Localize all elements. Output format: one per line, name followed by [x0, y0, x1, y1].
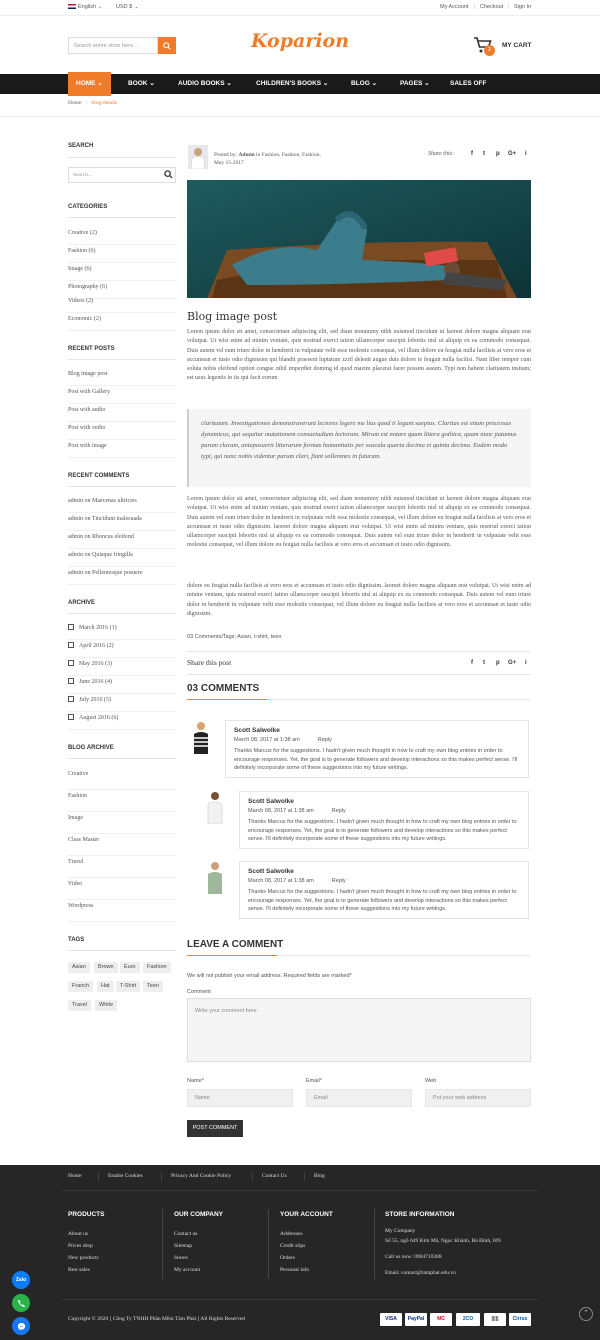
comment-date: March 08, 2017 at 1:38 am — [248, 808, 314, 814]
search-icon — [163, 42, 171, 50]
chevron-down-icon: ⌄ — [149, 80, 155, 87]
post-hero-image — [187, 180, 531, 298]
phone-call-button[interactable] — [12, 1294, 30, 1312]
calendar-icon — [68, 660, 74, 666]
share-post-label: Share this post — [187, 658, 232, 667]
tag-item[interactable]: Teen — [143, 981, 163, 992]
comment-avatar — [202, 790, 228, 824]
recent-post-item[interactable]: Blog image post — [68, 368, 176, 386]
reply-link[interactable]: Reply — [331, 878, 346, 884]
blog-archive-item[interactable]: Wordpress — [68, 900, 176, 922]
barcode-icon: ||||| — [484, 1313, 506, 1326]
chevron-down-icon: ⌄ — [424, 80, 430, 87]
blog-archive-item[interactable]: Image — [68, 812, 176, 834]
divider — [62, 1190, 538, 1191]
comment-date: March 08, 2017 at 1:38 am — [234, 737, 300, 743]
sidebar-search-title: SEARCH — [68, 143, 94, 149]
zalo-chat-button[interactable]: Zalo — [12, 1271, 30, 1289]
comment-author: Scott Salwolke — [248, 868, 294, 875]
comment-text: Thanks Marcus for the suggestions. I hadn't given much thought in how to craft my own blog entries in order to encourage responses. Yet, the goal is to generate followers and develop interactions so this makes perfect sense. I'll definitely incorporate some of these suggestions into my future writings. — [248, 819, 517, 842]
messenger-icon — [17, 1322, 26, 1331]
footer-link[interactable]: Stores — [174, 1255, 188, 1261]
nav-audio-books[interactable]: AUDIO BOOKS ⌄ — [178, 80, 232, 87]
recent-comment-item[interactable]: admin on Quisque fringilla — [68, 549, 176, 567]
uk-flag-icon — [68, 4, 76, 9]
footer-link[interactable]: Credit slips — [280, 1243, 306, 1249]
visa-icon: VISA — [380, 1313, 402, 1326]
calendar-icon — [68, 624, 74, 630]
recent-comment-item[interactable]: admin on Tincidunt malesuada — [68, 513, 176, 531]
facebook-icon[interactable]: f — [471, 660, 473, 666]
footer-link[interactable]: Orders — [280, 1255, 295, 1261]
google-plus-icon[interactable]: G+ — [508, 151, 517, 157]
archive-item[interactable]: June 2016 (4) — [68, 676, 176, 694]
form-note: We will not publish your email address. Required fields are marked* — [187, 973, 352, 979]
footer-link-privacy[interactable]: Privacy And Cookie Policy — [171, 1173, 232, 1179]
top-bar — [0, 0, 600, 16]
tag-item[interactable]: Asian — [68, 962, 90, 973]
tag-item[interactable]: Euro — [120, 962, 140, 973]
category-item[interactable]: Economic (2) — [68, 313, 176, 331]
comment-avatar — [202, 860, 228, 894]
nav-home[interactable]: HOME ⌄ — [68, 72, 111, 96]
google-plus-icon[interactable]: G+ — [508, 660, 517, 666]
phone-icon — [17, 1299, 26, 1308]
blog-archive-title: BLOG ARCHIVE — [68, 745, 114, 751]
recent-post-item[interactable]: Post with vedio — [68, 422, 176, 440]
breadcrumb-home[interactable]: Home — [68, 100, 82, 106]
recent-comment-item[interactable]: admin on Rhoncus eleifend — [68, 531, 176, 549]
site-logo[interactable]: Koparion — [250, 30, 350, 52]
footer-account-title: YOUR ACCOUNT — [280, 1211, 333, 1218]
divider — [68, 758, 176, 759]
comments-title: 03 COMMENTS — [187, 683, 260, 694]
header-search-button[interactable] — [158, 37, 176, 54]
comment-avatar — [188, 720, 214, 754]
sidebar-search-input[interactable]: Search... — [68, 167, 176, 183]
post-date: May 15-2017 — [214, 160, 244, 166]
messenger-button[interactable] — [12, 1317, 30, 1335]
archive-item[interactable]: July 2016 (5) — [68, 694, 176, 712]
footer-link[interactable]: Addresses — [280, 1231, 303, 1237]
calendar-icon — [68, 696, 74, 702]
divider — [187, 674, 531, 675]
back-to-top-button[interactable]: ⌃ — [579, 1307, 593, 1321]
recent-comment-item[interactable]: admin on Pellentesque posuere — [68, 567, 176, 585]
breadcrumb: Home | blog-details — [68, 100, 118, 106]
archive-item[interactable]: May 2016 (3) — [68, 658, 176, 676]
mastercard-icon: MC — [430, 1313, 452, 1326]
divider — [62, 1299, 538, 1300]
comment-label: Comment — [187, 989, 211, 995]
recent-post-item[interactable]: Post with image — [68, 440, 176, 458]
footer-products-title: PRODUCTS — [68, 1211, 105, 1218]
post-blockquote: claritatem. Investigationes demonstraverunt lectores legere me lius quod ii legunt saepius. Claritas est etiam processus dynamicus, qui sequitur mutationem consuetudium lectorum. Mirum est notare quam littera gothica, quam nunc putamus parum claram, anteposuerit litterarum formas humanitatis per seacula quarta decima et quinta decima. Eodem modo typi, qui nunc nobis videntur parum clari, fiant sollemnes in futurum. — [187, 409, 531, 487]
recent-post-item[interactable]: Post with Gallery — [68, 386, 176, 404]
my-account-link[interactable]: My Account — [440, 4, 469, 10]
share-label: Share this: — [428, 151, 454, 157]
blog-archive-item[interactable]: Fashion — [68, 790, 176, 812]
chevron-down-icon: ⌄ — [98, 4, 103, 10]
category-item[interactable]: Image (6) — [68, 263, 176, 281]
footer-link-cookies[interactable]: Enable Cookies — [108, 1173, 143, 1179]
footer-company-title: OUR COMPANY — [174, 1211, 223, 1218]
divider — [187, 651, 531, 652]
footer-link-contact[interactable]: Contact Us — [262, 1173, 287, 1179]
footer-link[interactable]: Best sales — [68, 1267, 90, 1273]
category-item[interactable]: Fashion (6) — [68, 245, 176, 263]
divider — [68, 950, 176, 951]
calendar-icon — [68, 642, 74, 648]
pinterest-icon[interactable]: p — [496, 151, 500, 157]
comment-author: Scott Salwolke — [248, 798, 294, 805]
nav-pages[interactable]: PAGES ⌄ — [400, 80, 430, 87]
comment-date: March 08, 2017 at 1:38 am — [248, 878, 314, 884]
blog-archive-item[interactable]: Travel — [68, 856, 176, 878]
cart-count-badge: 2 — [484, 45, 495, 56]
chevron-down-icon: ⌄ — [322, 80, 329, 87]
chevron-down-icon: ⌄ — [134, 4, 139, 10]
footer-link[interactable]: New products — [68, 1255, 99, 1261]
sign-in-link[interactable]: Sign In — [514, 4, 532, 10]
divider: | — [508, 4, 510, 10]
tag-item[interactable]: Fashion — [143, 962, 171, 973]
comment-text: Thanks Marcus for the suggestions. I hadn't given much thought in how to craft my own blog entries in order to encourage responses. Yet, the goal is to generate followers and develop interactions so this makes perfect sense. I'll definitely incorporate some of these suggestions into my future writings. — [248, 889, 517, 912]
comment-item — [239, 791, 529, 849]
footer-link[interactable]: Prices drop — [68, 1243, 93, 1249]
divider — [68, 613, 176, 614]
web-label: Web — [425, 1078, 437, 1084]
comment-textarea[interactable]: Write your comment here — [187, 998, 531, 1062]
divider — [68, 157, 176, 158]
email-label: Email* — [306, 1078, 322, 1084]
recent-posts-title: RECENT POSTS — [68, 346, 115, 352]
cart-label[interactable]: MY CART — [502, 42, 532, 49]
tag-item[interactable]: White — [95, 1000, 117, 1011]
post-paragraph: dolore eu feugiat nulla facilisis at vero eros et accumsan et iusto odio dignissim. laoreet dolore magna aliquam erat volutpat. Ut wisi enim ad minim veniam, quis nostrud exerci tation ullamcorper suscipit lobortis nisl ut aliquip ex ea commodo consequat. Duis autem vel eum iriure dolor in hendrerit in vulputate velit esse molestie consequat, vel illum dolore eu feugiat nulla facilisis at vero eros et accumsan et iusto odio dignissim. — [187, 583, 531, 617]
email-input[interactable]: Email — [306, 1089, 412, 1107]
reply-link[interactable]: Reply — [317, 737, 332, 743]
main-nav — [0, 74, 600, 94]
checkout-link[interactable]: Checkout — [480, 4, 504, 10]
header-search-input[interactable]: Search entire store here... — [68, 37, 158, 54]
divider — [68, 359, 176, 360]
divider: | — [474, 4, 476, 10]
post-paragraph: Lorem ipsum dolor sit amet, consectetuer adipiscing elit, sed diam nonummy nibh euismod tincidunt ut laoreet dolore magna aliquam erat volutpat. Ut wisi enim ad minim veniam, quis nostrud exerci tation ullamcorper suscipit lobortis nisl ut aliquip ex ea commodo consequat. Duis autem vel eum iriure dolor in hendrerit in vulputate velit esse molestie consequat, vel illum dolore eu feugiat nulla facilisis at vero eros et accumsan et iusto odio dignissim qui blandit praesent luptatum zzril delenit augue duis dolore te feugait nulla facilisi. Nam liber tempor cum soluta nobis eleifend option congue nihil imperdiet doming id quod mazim placerat facer possim assum. Typi non habent claritatem insitam; est usus legentis in iis qui facit eorum — [187, 329, 531, 382]
footer-link[interactable]: Personal info — [280, 1267, 310, 1273]
calendar-icon — [68, 714, 74, 720]
copyright: Copyright © 2020 [ Công Ty TNHH Phần Mềm Tâm Phát ] All Rights Reserved — [68, 1316, 246, 1322]
category-item[interactable]: Videos (2) — [68, 295, 176, 313]
tags-title: TAGS — [68, 937, 85, 943]
nav-book[interactable]: BOOK ⌄ — [128, 80, 155, 87]
store-email: Email: contact@tamphat.edu.vn — [385, 1270, 456, 1276]
footer-link[interactable]: About us — [68, 1231, 89, 1237]
web-input[interactable]: Put your web address — [425, 1089, 531, 1107]
nav-blog[interactable]: BLOG ⌄ — [351, 80, 378, 87]
currency-selector[interactable]: USD $ ⌄ — [116, 4, 139, 10]
leave-comment-title: LEAVE A COMMENT — [187, 939, 284, 950]
post-meta: Posted by: Admin in Fashion, Fashion, Fashion, May 15-2017 — [214, 152, 321, 166]
2checkout-icon: 2CO — [456, 1313, 480, 1326]
instagram-icon[interactable]: i — [525, 151, 527, 157]
chevron-down-icon: ⌄ — [371, 80, 378, 87]
archive-title: ARCHIVE — [68, 600, 96, 606]
tag-item[interactable]: Franch — [68, 981, 93, 992]
recent-comment-item[interactable]: admin on Maecenas ultricies — [68, 495, 176, 513]
category-item[interactable]: Creative (2) — [68, 227, 176, 245]
comment-text: Thanks Marcus for the suggestions. I hadn't given much thought in how to craft my own blog entries in order to encourage responses. Yet, the goal is to generate followers and develop interactions so this makes perfect sense. I'll definitely incorporate some of these suggestions into my future writings. — [234, 748, 518, 771]
nav-childrens-books[interactable]: CHILDREN'S BOOKS ⌄ — [256, 80, 329, 87]
footer-link[interactable]: Contact us — [174, 1231, 198, 1237]
post-author-link[interactable]: Admin — [238, 152, 255, 158]
facebook-icon[interactable]: f — [471, 151, 473, 157]
nav-sales-off[interactable]: SALES OFF — [450, 80, 487, 87]
twitter-icon[interactable]: t — [483, 660, 485, 666]
store-address: Số 55, ngõ 649 Kim Mã, Ngọc Khánh, Ba Đình, HN — [385, 1238, 501, 1244]
breadcrumb-current: blog-details — [91, 100, 118, 106]
blog-archive-item[interactable]: Class Master — [68, 834, 176, 856]
name-label: Name* — [187, 1078, 204, 1084]
blog-archive-item[interactable]: Video — [68, 878, 176, 900]
divider — [0, 116, 600, 117]
store-phone: Call us now: 0904710388 — [385, 1254, 442, 1260]
post-tags-line: 03 Comments/Tags: Asian, t-shirt, teen — [187, 634, 282, 640]
author-avatar — [188, 145, 208, 169]
blog-archive-item[interactable]: Creative — [68, 768, 176, 790]
recent-comments-title: RECENT COMMENTS — [68, 473, 130, 479]
twitter-icon[interactable]: t — [483, 151, 485, 157]
archive-item[interactable]: March 2016 (1) — [68, 622, 176, 640]
paypal-icon: PayPal — [405, 1313, 427, 1326]
divider — [68, 486, 176, 487]
footer-store-title: STORE INFORMATION — [385, 1211, 455, 1218]
post-paragraph: Lorem ipsum dolor sit amet, consectetuer adipiscing elit, sed diam nonummy nibh euismod tincidunt ut laoreet dolore magna aliquam erat volutpat. Ut wisi enim ad minim veniam, quis nostrud exerci tation ullamcorper suscipit lobortis nisl ut aliquip ex ea commodo consequat. Duis autem vel eum iriure dolor in hendrerit in vulputate velit esse molestie consequat, vel illum dolore eu feugiat nulla facilisis at vero eros et accumsan et iusto odio dignissim. laoreet dolore magna aliquam erat volutpat. Ut wisi enim ad minim veniam, quis nostrud exerci tation ullamcorper suscipit lobortis nisl ut aliquip ex ea commodo consequat. Duis autem vel eum iriure dolor in hendrerit in vulputate velit esse molestie consequat, vel illum dolore eu feugiat nulla facilisis at vero eros et accumsan et iusto odio dignissim. — [187, 496, 531, 549]
instagram-icon[interactable]: i — [525, 660, 527, 666]
category-item[interactable]: Photography (6) — [68, 281, 176, 299]
comment-author: Scott Salwolke — [234, 727, 280, 734]
footer-link[interactable]: Sitemap — [174, 1243, 193, 1249]
cirrus-icon: Cirrus — [509, 1313, 531, 1326]
footer-link-home[interactable]: Home — [68, 1173, 82, 1179]
post-comment-button[interactable]: POST COMMENT — [187, 1120, 243, 1137]
post-title: Blog image post — [187, 310, 278, 323]
chevron-down-icon: ⌄ — [226, 80, 232, 87]
title-accent — [187, 955, 277, 956]
title-accent — [187, 699, 267, 700]
pinterest-icon[interactable]: p — [496, 660, 500, 666]
calendar-icon — [68, 678, 74, 684]
comment-item — [239, 861, 529, 919]
categories-title: CATEGORIES — [68, 204, 108, 210]
archive-item[interactable]: August 2016 (6) — [68, 712, 176, 730]
store-name: My Company — [385, 1228, 416, 1234]
divider — [68, 217, 176, 218]
language-selector[interactable]: English ⌄ — [68, 4, 102, 10]
tag-item[interactable]: Travel — [68, 1000, 91, 1011]
search-icon[interactable] — [164, 170, 173, 179]
tag-item[interactable]: Hat — [97, 981, 114, 992]
reply-link[interactable]: Reply — [331, 808, 346, 814]
comment-item — [225, 720, 529, 778]
footer-link-blog[interactable]: Blog — [314, 1173, 325, 1179]
footer-link[interactable]: My account — [174, 1267, 201, 1273]
tag-item[interactable]: Brown — [94, 962, 118, 973]
name-input[interactable]: Name — [187, 1089, 293, 1107]
archive-item[interactable]: April 2016 (2) — [68, 640, 176, 658]
recent-post-item[interactable]: Post with audio — [68, 404, 176, 422]
chevron-down-icon: ⌄ — [97, 80, 103, 87]
tag-item[interactable]: T-Shirt — [116, 981, 140, 992]
